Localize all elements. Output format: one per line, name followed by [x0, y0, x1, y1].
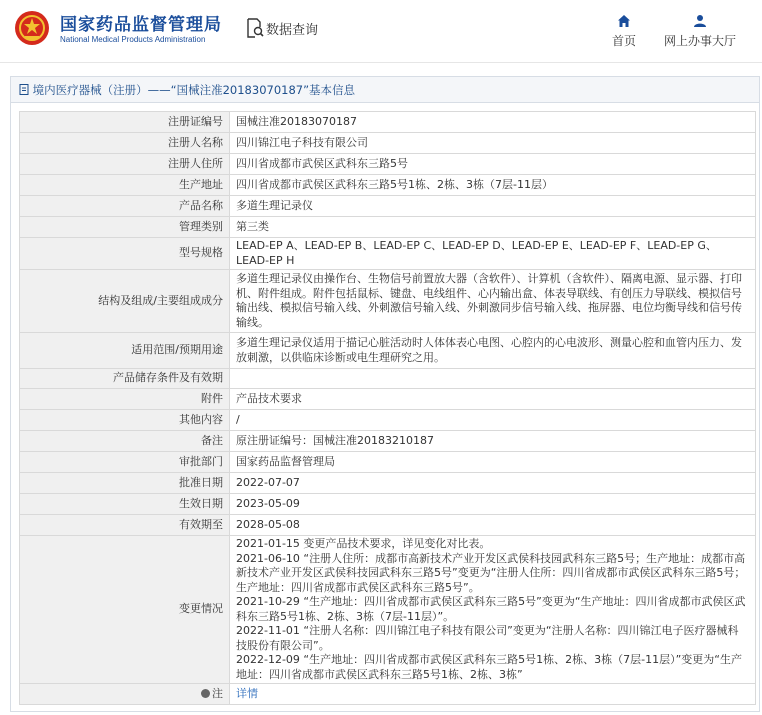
- table-row: [20, 270, 756, 333]
- table-row: [20, 154, 756, 175]
- note-label: [20, 684, 230, 705]
- detail-panel: [10, 76, 760, 712]
- nav-home-label: 首页: [611, 34, 636, 48]
- row-label: 产品名称: [20, 196, 230, 217]
- row-value: 四川省成都市武侯区武科东三路5号1栋、2栋、3栋（7层-11层）: [230, 175, 756, 196]
- table-row: [20, 515, 756, 536]
- table-row: [20, 410, 756, 431]
- nav-home[interactable]: [610, 14, 638, 49]
- row-label: 适用范围/预期用途: [20, 333, 230, 369]
- row-value: 第三类: [230, 217, 756, 238]
- table-row: [20, 431, 756, 452]
- row-label: 型号规格: [20, 238, 230, 270]
- change-history-row: [20, 536, 756, 684]
- table-row: [20, 452, 756, 473]
- row-label: 管理类别: [20, 217, 230, 238]
- note-value: [230, 684, 756, 705]
- table-row: [20, 175, 756, 196]
- home-icon: [617, 14, 631, 28]
- user-icon: [693, 14, 707, 28]
- site-name-en: National Medical Products Administration: [60, 35, 206, 44]
- table-row: [20, 238, 756, 270]
- registration-info-table: [19, 111, 756, 705]
- data-query-link[interactable]: [246, 18, 318, 38]
- row-value: LEAD-EP A、LEAD-EP B、LEAD-EP C、LEAD-EP D、LEAD-EP E、LEAD-EP F、LEAD-EP G、LEAD-EP H: [230, 238, 756, 270]
- row-label: 注册人住所: [20, 154, 230, 175]
- bullet-icon: [201, 689, 210, 698]
- table-row: [20, 494, 756, 515]
- row-value: 四川锦江电子科技有限公司: [230, 133, 756, 154]
- row-value: 原注册证编号：国械注准20183210187: [230, 431, 756, 452]
- change-entry: 2021-10-29 “生产地址：四川省成都市武侯区武科东三路5号”变更为“生产地址：四川省成都市武侯区武科东三路5号1栋、2栋、3栋（7层-11层）”。: [236, 595, 746, 623]
- table-row: [20, 473, 756, 494]
- table-row: [20, 369, 756, 389]
- row-value: /: [230, 410, 756, 431]
- row-value: 2023-05-09: [230, 494, 756, 515]
- change-entry: 2022-12-09 “生产地址：四川省成都市武侯区武科东三路5号1栋、2栋、3栋（7层-11层）”变更为“生产地址：四川省成都市武侯区武科东三路5号1栋、2栋、3栋”: [236, 653, 742, 681]
- row-value: 多道生理记录仪由操作台、生物信号前置放大器（含软件）、计算机（含软件）、隔离电源、显示器、打印机、附件组成。附件包括鼠标、键盘、电线组件、心内输出盒、体表导联线、有创压力导联线、模拟信号输出线、模拟信号输入线、外刺激信号输入线、外刺激同步信号输入线、拖屏器、电位均衡导线和信号传输线。: [230, 270, 756, 333]
- change-entry: 2022-11-01 “注册人名称：四川锦江电子科技有限公司”变更为“注册人名称：四川锦江电子医疗器械科技股份有限公司”。: [236, 624, 739, 652]
- row-value: [230, 369, 756, 389]
- row-value: 多道生理记录仪: [230, 196, 756, 217]
- panel-title-text: 境内医疗器械（注册）——“国械注准20183070187”基本信息: [32, 83, 356, 97]
- data-query-label: 数据查询: [266, 22, 319, 38]
- table-row: [20, 133, 756, 154]
- row-label: 生产地址: [20, 175, 230, 196]
- change-history-value: [230, 536, 756, 684]
- row-value: 国家药品监督管理局: [230, 452, 756, 473]
- row-label: 附件: [20, 389, 230, 410]
- row-value: 2028-05-08: [230, 515, 756, 536]
- header-divider: [0, 62, 762, 63]
- document-search-icon: [246, 18, 264, 38]
- nav-online-hall[interactable]: [662, 14, 738, 49]
- national-emblem-icon: [14, 10, 50, 46]
- site-header: [0, 0, 762, 62]
- row-label: 产品储存条件及有效期: [20, 369, 230, 389]
- row-value: 多道生理记录仪适用于描记心脏活动时人体体表心电图、心腔内的心电波形、测量心腔和血管内压力、发放刺激，以供临床诊断或电生理研究之用。: [230, 333, 756, 369]
- panel-title: [11, 77, 759, 103]
- row-value: 产品技术要求: [230, 389, 756, 410]
- row-value: 四川省成都市武侯区武科东三路5号: [230, 154, 756, 175]
- table-row: [20, 196, 756, 217]
- row-label: 注册证编号: [20, 112, 230, 133]
- note-label-text: 注: [212, 686, 223, 700]
- row-label: 注册人名称: [20, 133, 230, 154]
- details-link[interactable]: 详情: [236, 686, 258, 700]
- row-label: 变更情况: [20, 536, 230, 684]
- row-label: 批准日期: [20, 473, 230, 494]
- nav-online-hall-label: 网上办事大厅: [663, 34, 736, 48]
- site-name-cn: 国家药品监督管理局: [60, 15, 222, 35]
- table-row: [20, 112, 756, 133]
- row-label: 其他内容: [20, 410, 230, 431]
- document-icon: [19, 84, 29, 95]
- table-row: [20, 333, 756, 369]
- table-row: [20, 217, 756, 238]
- row-value: 国械注准20183070187: [230, 112, 756, 133]
- row-label: 生效日期: [20, 494, 230, 515]
- row-label: 有效期至: [20, 515, 230, 536]
- change-entry: 2021-01-15 变更产品技术要求，详见变化对比表。: [236, 537, 491, 550]
- row-label: 备注: [20, 431, 230, 452]
- row-label: 结构及组成/主要组成成分: [20, 270, 230, 333]
- table-row: [20, 389, 756, 410]
- row-label: 审批部门: [20, 452, 230, 473]
- row-value: 2022-07-07: [230, 473, 756, 494]
- change-entry: 2021-06-10 “注册人住所：成都市高新技术产业开发区武侯科技园武科东三路5号；生产地址：成都市高新技术产业开发区武侯科技园武科东三路5号”变更为“注册人住所：四川省成都市武侯区武科东三路5号；生产地址：四川省成都市武侯区武科东三路5号”。: [236, 551, 746, 594]
- note-row: [20, 684, 756, 705]
